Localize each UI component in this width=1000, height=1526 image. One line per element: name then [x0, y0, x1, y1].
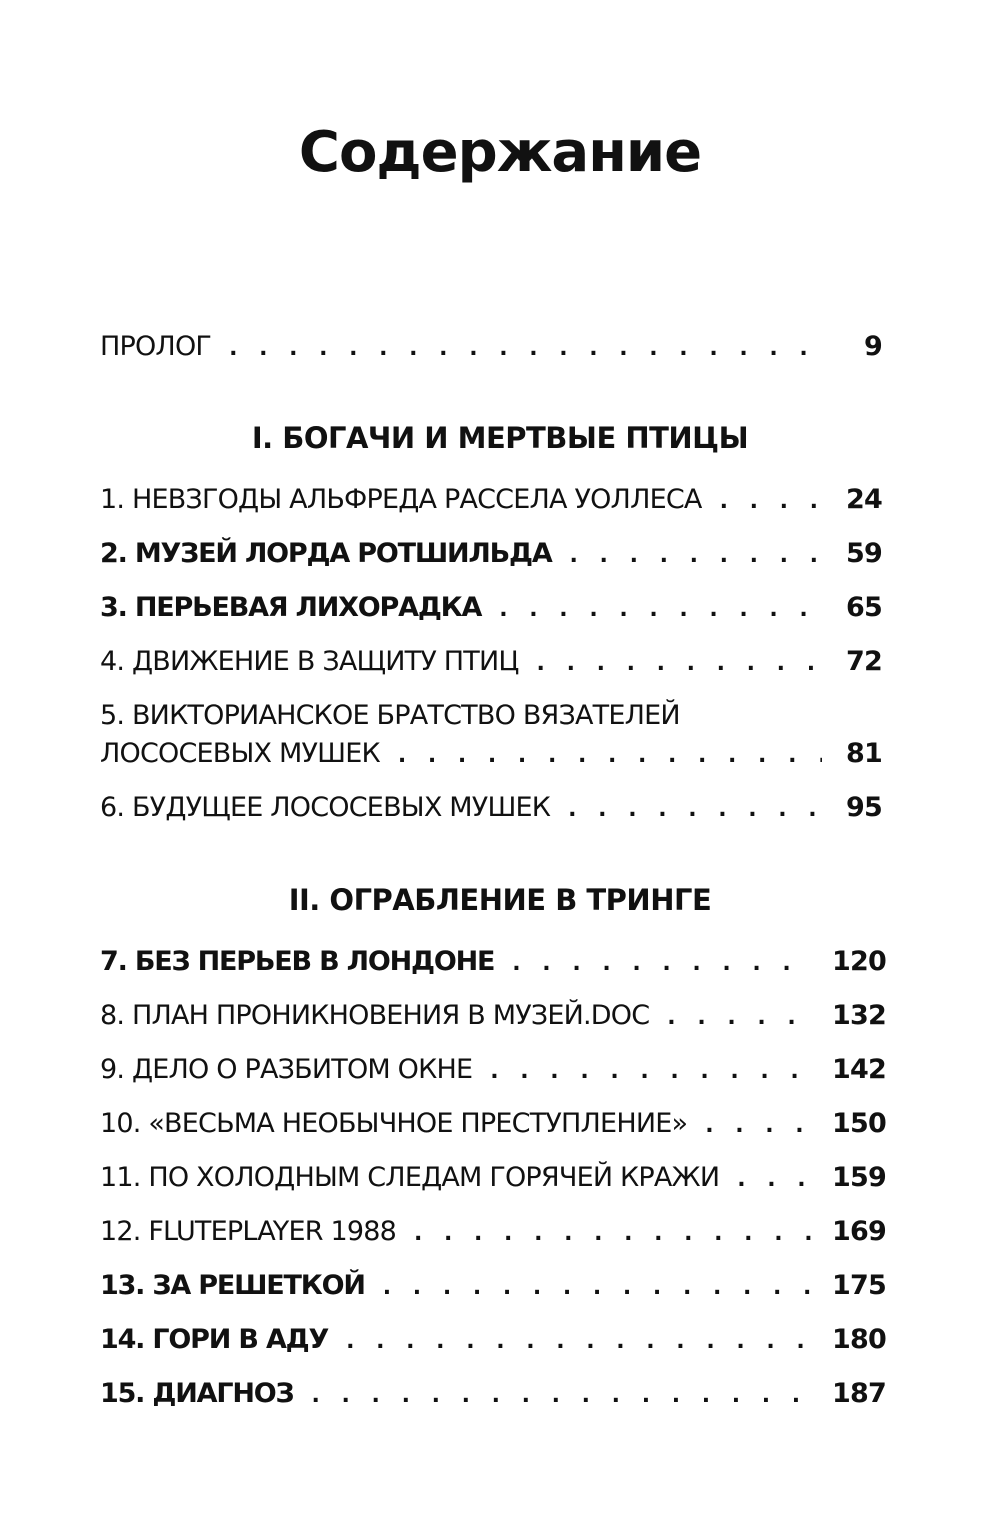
toc-entry-chapter-15[interactable]: [100, 1374, 886, 1414]
dot-leader: [398, 736, 822, 776]
toc-entry-chapter-1[interactable]: [100, 480, 882, 520]
toc-entry-chapter-10[interactable]: [100, 1104, 886, 1144]
toc-entry-page: 24: [846, 484, 882, 515]
toc-entry-page: 180: [832, 1324, 886, 1355]
toc-entry-page: 59: [846, 538, 882, 569]
dot-leader: [737, 1160, 812, 1200]
toc-entry-label: 3. ПЕРЬЕВАЯ ЛИХОРАДКА: [100, 592, 482, 623]
toc-entry-label: ЛОСОСЕВЫХ МУШЕК: [100, 738, 380, 769]
toc-entry-page: 81: [846, 738, 882, 769]
toc-entry-chapter-5-line-1[interactable]: 5. ВИКТОРИАНСКОЕ БРАТСТВО ВЯЗАТЕЛЕЙ: [100, 700, 680, 731]
toc-entry-label: 10. «ВЕСЬМА НЕОБЫЧНОЕ ПРЕСТУПЛЕНИЕ»: [100, 1108, 688, 1139]
toc-entry-page: 175: [832, 1270, 886, 1301]
dot-leader: [383, 1268, 812, 1308]
toc-entry-chapter-12[interactable]: [100, 1212, 886, 1252]
part-heading-2: II. ОГРАБЛЕНИЕ В ТРИНГЕ: [288, 883, 712, 917]
dot-leader: [720, 482, 822, 522]
toc-entry-page: 65: [846, 592, 882, 623]
toc-entry-chapter-14[interactable]: [100, 1320, 886, 1360]
toc-entry-page: 159: [832, 1162, 886, 1193]
toc-entry-chapter-6[interactable]: [100, 788, 882, 828]
toc-entry-label: 13. ЗА РЕШЕТКОЙ: [100, 1270, 365, 1301]
toc-entry-label: ПРОЛОГ: [100, 331, 212, 362]
page-title: Содержание: [298, 120, 702, 185]
toc-entry-label: 4. ДВИЖЕНИЕ В ЗАЩИТУ ПТИЦ: [100, 646, 519, 677]
dot-leader: [705, 1106, 812, 1146]
toc-entry-page: 120: [832, 946, 886, 977]
toc-entry-chapter-7[interactable]: [100, 942, 886, 982]
dot-leader: [512, 944, 812, 984]
part-heading-1: I. БОГАЧИ И МЕРТВЫЕ ПТИЦЫ: [251, 421, 749, 455]
toc-entry-label: 12. FLUTEPLAYER 1988: [100, 1216, 396, 1247]
toc-entry-label: 11. ПО ХОЛОДНЫМ СЛЕДАМ ГОРЯЧЕЙ КРАЖИ: [100, 1162, 720, 1193]
dot-leader: [570, 536, 822, 576]
dot-leader: [229, 329, 822, 369]
toc-entry-chapter-13[interactable]: [100, 1266, 886, 1306]
dot-leader: [537, 644, 822, 684]
toc-entry-chapter-2[interactable]: [100, 534, 882, 574]
toc-entry-page: 132: [832, 1000, 886, 1031]
toc-entry-label: 9. ДЕЛО О РАЗБИТОМ ОКНЕ: [100, 1054, 473, 1085]
toc-entry-chapter-5[interactable]: [100, 734, 882, 774]
toc-entry-page: 150: [832, 1108, 886, 1139]
toc-entry-label: 6. БУДУЩЕЕ ЛОСОСЕВЫХ МУШЕК: [100, 792, 551, 823]
toc-entry-page: 142: [832, 1054, 886, 1085]
toc-entry-chapter-9[interactable]: [100, 1050, 886, 1090]
toc-entry-label: 1. НЕВЗГОДЫ АЛЬФРЕДА РАССЕЛА УОЛЛЕСА: [100, 484, 702, 515]
dot-leader: [568, 790, 822, 830]
toc-entry-chapter-4[interactable]: [100, 642, 882, 682]
toc-entry-prologue[interactable]: [100, 327, 882, 367]
dot-leader: [346, 1322, 812, 1362]
toc-entry-page: 187: [832, 1378, 886, 1409]
toc-entry-label: 15. ДИАГНОЗ: [100, 1378, 294, 1409]
toc-entry-label: 2. МУЗЕЙ ЛОРДА РОТШИЛЬДА: [100, 538, 552, 569]
dot-leader: [667, 998, 812, 1038]
toc-entry-page: 72: [846, 646, 882, 677]
dot-leader: [414, 1214, 812, 1254]
toc-entry-label: 8. ПЛАН ПРОНИКНОВЕНИЯ В МУЗЕЙ.DOC: [100, 1000, 650, 1031]
dot-leader: [312, 1376, 813, 1416]
toc-entry-page: 9: [864, 331, 882, 362]
toc-entry-label: 14. ГОРИ В АДУ: [100, 1324, 329, 1355]
toc-entry-page: 95: [846, 792, 882, 823]
dot-leader: [499, 590, 822, 630]
dot-leader: [490, 1052, 812, 1092]
toc-entry-chapter-3[interactable]: [100, 588, 882, 628]
toc-entry-label: 7. БЕЗ ПЕРЬЕВ В ЛОНДОНЕ: [100, 946, 495, 977]
toc-entry-page: 169: [832, 1216, 886, 1247]
toc-entry-chapter-11[interactable]: [100, 1158, 886, 1198]
toc-entry-chapter-8[interactable]: [100, 996, 886, 1036]
